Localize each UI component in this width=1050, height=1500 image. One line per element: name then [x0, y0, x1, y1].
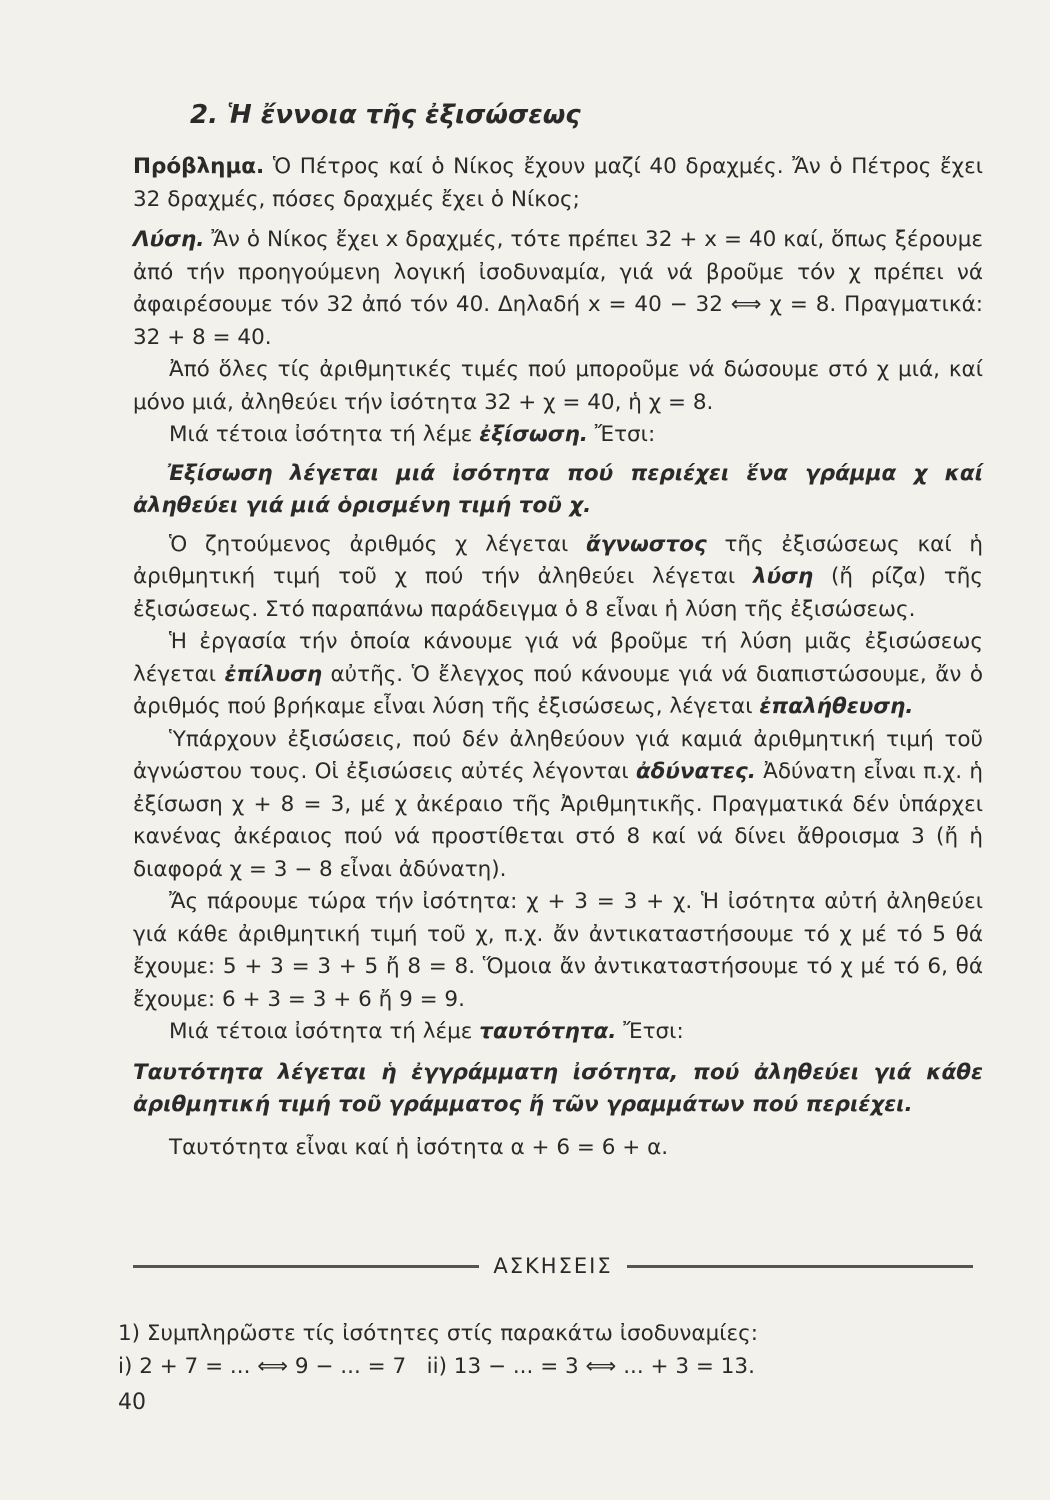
- unknown-term: ἄγνωστος: [586, 531, 707, 557]
- impossible-text-2: Ἀδύνατη εἶναι π.χ. ἡ ἐξίσωση χ + 8 = 3, μέ χ ἀκέραιο τῆς Ἀριθμητικῆς. Πραγματικά δέν ὑπάρχει κανένας ἀκέραιος πού νά προστίθεται στό 8 καί νά δίνει ἄθροισμα 3 (ἤ ἡ διαφορά χ = 3 − 8 εἶναι ἀδύνατη).: [133, 759, 983, 882]
- equation-intro-pre: Μιά τέτοια ἰσότητα τή λέμε: [169, 422, 480, 447]
- page-number: 40: [118, 1390, 146, 1415]
- divider-line-left: [133, 1265, 479, 1268]
- identity-term: ταυτότητα.: [479, 1019, 617, 1044]
- verification-term: ἐπαλήθευση.: [759, 694, 914, 719]
- solution-label: Λύση.: [133, 227, 205, 252]
- equation-definition: Ἐξίσωση λέγεται μιά ἰσότητα πού περιέχει ἕνα γράμμα χ καί ἀληθεύει γιά μιά ὁρισμένη τιμή τοῦ χ.: [133, 460, 983, 518]
- identity-intro: [133, 1016, 983, 1049]
- equation-intro: [133, 419, 983, 452]
- equation-intro-post: Ἔτσι:: [587, 422, 656, 447]
- unknown-text-3: (ἤ ρίζα) τῆς ἐξισώσεως. Στό παραπάνω παράδειγμα ὁ 8 εἶναι ἡ λύση τῆς ἐξισώσεως.: [133, 564, 984, 622]
- solving-term: ἐπίλυση: [224, 661, 323, 687]
- solution-paragraph: [133, 224, 983, 354]
- solution-term: λύση: [752, 564, 814, 589]
- problem-label: Πρόβλημα.: [133, 154, 265, 179]
- main-text: [133, 151, 983, 1164]
- exercise-block: [118, 1318, 988, 1383]
- exercise-1-prompt: 1) Συμπληρῶστε τίς ἰσότητες στίς παρακάτω ἰσοδυναμίες:: [118, 1321, 759, 1346]
- identity-intro-pre: Μιά τέτοια ἰσότητα τή λέμε: [169, 1019, 480, 1044]
- impossible-term: ἀδύνατες.: [635, 759, 756, 784]
- equation-term: ἐξίσωση.: [479, 422, 588, 447]
- identity-example-paragraph: Ἄς πάρουμε τώρα τήν ἰσότητα: χ + 3 = 3 + χ. Ἡ ἰσότητα αὐτή ἀληθεύει γιά κάθε ἀριθμητική τιμή τοῦ χ, π.χ. ἄν ἀντικαταστήσουμε τό χ μέ τό 5 θά ἔχουμε: 5 + 3 = 3 + 5 ἤ 8 = 8. Ὅμοια ἄν ἀντικαταστήσουμε τό χ μέ τό 6, θά ἔχουμε: 6 + 3 = 3 + 6 ἤ 9 = 9.: [133, 889, 983, 1012]
- unknown-paragraph: [133, 529, 983, 627]
- unknown-text-1: Ὁ ζητούμενος ἀριθμός χ λέγεται: [169, 531, 587, 557]
- identity-intro-post: Ἔτσι:: [616, 1019, 684, 1044]
- divider-line-right: [627, 1265, 973, 1268]
- problem-text: Ὁ Πέτρος καί ὁ Νίκος ἔχουν μαζί 40 δραχμές. Ἄν ὁ Πέτρος ἔχει 32 δραχμές, πόσες δραχμές ἔχει ὁ Νίκος;: [133, 154, 983, 212]
- problem-paragraph: [133, 151, 983, 216]
- solution-text: Ἄν ὁ Νίκος ἔχει x δραχμές, τότε πρέπει 32 + x = 40 καί, ὅπως ξέρουμε ἀπό τήν προηγούμενη λογική ἰσοδυναμία, γιά νά βροῦμε τόν χ πρέπει νά ἀφαιρέσουμε τόν 32 ἀπό τόν 40. Δηλαδή x = 40 − 32 ⟺ χ = 8. Πραγματικά: 32 + 8 = 40.: [133, 227, 983, 350]
- impossible-text-1: Ὑπάρχουν ἐξισώσεις, πού δέν ἀληθεύουν γιά καμιά ἀριθμητική τιμή τοῦ ἀγνώστου τους. Οἱ ἐξισώσεις αὐτές λέγονται: [133, 726, 983, 784]
- solving-text-1: Ἡ ἐργασία τήν ὁποία κάνουμε γιά νά βροῦμε τή λύση μιᾶς ἐξισώσεως λέγεται: [133, 629, 983, 687]
- all-numbers-paragraph: Ἀπό ὅλες τίς ἀριθμητικές τιμές πού μποροῦμε νά δώσουμε στό χ μιά, καί μόνο μιά, ἀληθεύει τήν ἰσότητα 32 + χ = 40, ἡ χ = 8.: [133, 357, 983, 415]
- solving-paragraph: [133, 626, 983, 724]
- exercises-heading: ΑΣΚΗΣΕΙΣ: [493, 1254, 613, 1278]
- identity-also-paragraph: Ταυτότητα εἶναι καί ἡ ἰσότητα α + 6 = 6 + α.: [169, 1134, 669, 1160]
- section-title: 2. Ἡ ἔννοια τῆς ἐξισώσεως: [190, 100, 581, 130]
- unknown-text-2: τῆς ἐξισώσεως καί ἡ ἀριθμητική τιμή τοῦ χ πού τήν ἀληθεύει λέγεται: [133, 531, 983, 589]
- impossible-paragraph: [133, 724, 983, 887]
- exercises-divider: [133, 1251, 973, 1281]
- solving-text-2: αὐτῆς. Ὁ ἔλεγχος πού κάνουμε γιά νά διαπιστώσουμε, ἄν ὁ ἀριθμός πού βρήκαμε εἶναι λύση τῆς ἐξισώσεως, λέγεται: [133, 661, 983, 719]
- exercise-1-items: i) 2 + 7 = ... ⟺ 9 − ... = 7 ii) 13 − ... = 3 ⟺ ... + 3 = 13.: [118, 1353, 755, 1379]
- identity-definition: Ταυτότητα λέγεται ἡ ἐγγράμματη ἰσότητα, πού ἀληθεύει γιά κάθε ἀριθμητική τιμή τοῦ γράμματος ἤ τῶν γραμμάτων πού περιέχει.: [133, 1059, 983, 1117]
